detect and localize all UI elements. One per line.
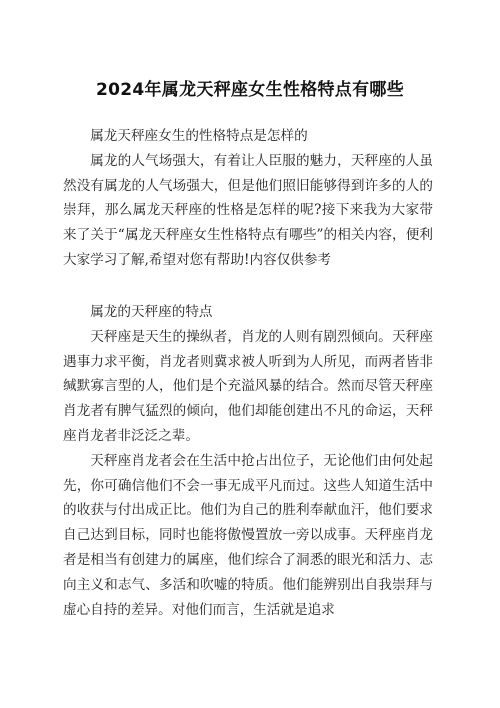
paragraph-subtitle: 属龙天秤座女生的性格特点是怎样的 [90, 128, 308, 144]
document-title: 2024年属龙天秤座女生性格特点有哪些 [95, 80, 404, 100]
intro-section [63, 124, 433, 273]
section-heading: 属龙的天秤座的特点 [90, 304, 213, 320]
paragraph-traits-1: 天秤座是天生的操纵者，肖龙的人则有剧烈倾向。天秤座遇事力求平衡，肖龙者则冀求被人听到为人所见，而两者皆非缄默寡言型的人，他们是个充溢风暴的结合。然而尽管天秤座肖龙者有脾气猛烈的倾向，他们却能创建出不凡的命运，天秤座肖龙者非泛泛之辈。 [63, 328, 433, 444]
paragraph-intro: 属龙的人气场强大，有着让人臣服的魅力，天秤座的人虽然没有属龙的人气场强大，但是他们照旧能够得到许多的人的崇拜，那么属龙天秤座的性格是怎样的呢?接下来我为大家带来了关于“属龙天秤座女生性格特点有哪些”的相关内容，便利大家学习了解,希望对您有帮助!内容仅供参考 [63, 152, 433, 268]
traits-section [63, 300, 433, 622]
paragraph-traits-2: 天秤座肖龙者会在生活中抢占出位子，无论他们由何处起先，你可确信他们不会一事无成平凡而过。这些人知道生活中的收获与付出成正比。他们为自己的胜利奉献血汗，他们要求自己达到目标，同时也能将傲慢置放一旁以成事。天秤座肖龙者是相当有创建力的属座，他们综合了洞悉的眼光和活力、志向主义和志气、多活和吹嘘的特质。他们能辨别出自我崇拜与虚心自持的差异。对他们而言，生活就是追求 [63, 452, 433, 618]
